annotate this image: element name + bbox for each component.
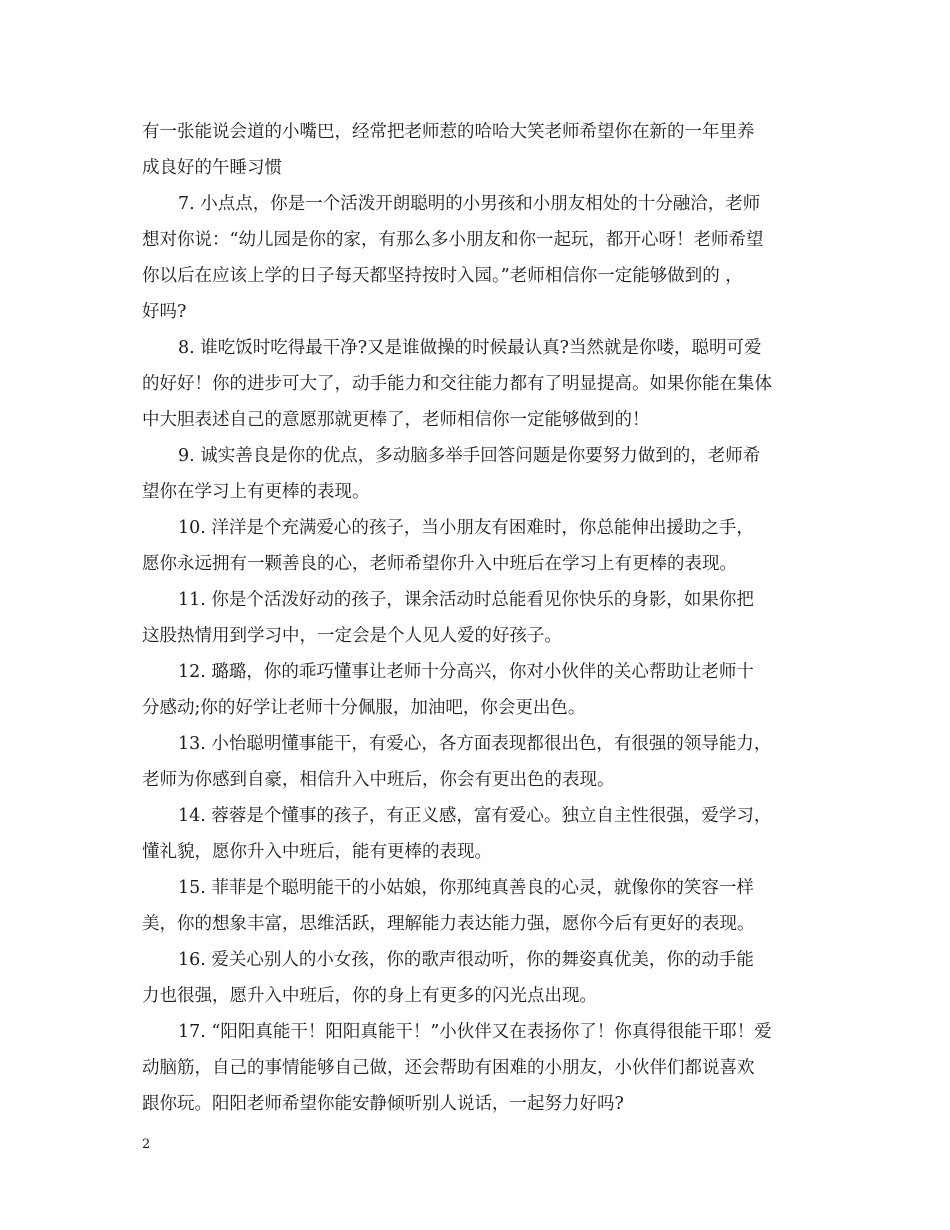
text-line: 10. 洋洋是个充满爱心的孩子，当小朋友有困难时，你总能伸出援助之手， (178, 518, 754, 538)
text-line: 力也很强，愿升入中班后，你的身上有更多的闪光点出现。 (142, 986, 597, 1006)
text-line: 你以后在应该上学的日子每天都坚持按时入园。”老师相信你一定能够做到的 ， (142, 266, 743, 286)
text-line: 14. 蓉蓉是个懂事的孩子，有正义感，富有爱心。独立自主性很强，爱学习， (178, 806, 772, 826)
text-line: 美，你的想象丰富，思维活跃，理解能力表达能力强，愿你今后有更好的表现。 (142, 914, 755, 934)
text-line: 好吗? (142, 302, 187, 322)
text-line: 9. 诚实善良是你的优点，多动脑多举手回答问题是你要努力做到的，老师希 (178, 446, 761, 466)
text-line: 想对你说：“幼儿园是你的家，有那么多小朋友和你一起玩，都开心呀！老师希望 (142, 230, 764, 250)
text-line: 13. 小怡聪明懂事能干，有爱心，各方面表现都很出色，有很强的领导能力， (178, 734, 772, 754)
text-line: 11. 你是个活泼好动的孩子，课余活动时总能看见你快乐的身影，如果你把 (178, 590, 754, 610)
text-line: 愿你永远拥有一颗善良的心，老师希望你升入中班后在学习上有更棒的表现。 (142, 554, 737, 574)
text-line: 老师为你感到自豪，相信升入中班后，你会有更出色的表现。 (142, 770, 615, 790)
text-line: 有一张能说会道的小嘴巴，经常把老师惹的哈哈大笑老师希望你在新的一年里养 (142, 122, 755, 142)
text-line: 这股热情用到学习中，一定会是个人见人爱的好孩子。 (142, 626, 562, 646)
text-line: 7. 小点点，你是一个活泼开朗聪明的小男孩和小朋友相处的十分融洽，老师 (178, 194, 761, 214)
text-line: 8. 谁吃饭时吃得最干净?又是谁做操的时候最认真?当然就是你喽，聪明可爱 (178, 338, 762, 358)
text-line: 16. 爱关心别人的小女孩，你的歌声很动听，你的舞姿真优美，你的动手能 (178, 950, 754, 970)
text-line: 跟你玩。阳阳老师希望你能安静倾听别人说话，一起努力好吗? (142, 1094, 624, 1114)
text-line: 望你在学习上有更棒的表现。 (142, 482, 370, 502)
text-line: 15. 菲菲是个聪明能干的小姑娘，你那纯真善良的心灵，就像你的笑容一样 (178, 878, 754, 898)
text-line: 懂礼貌，愿你升入中班后，能有更棒的表现。 (142, 842, 492, 862)
text-line: 的好好！你的进步可大了，动手能力和交往能力都有了明显提高。如果你能在集体 (142, 374, 772, 394)
text-line: 12. 璐璐，你的乖巧懂事让老师十分高兴，你对小伙伴的关心帮助让老师十 (178, 662, 754, 682)
text-line: 成良好的午睡习惯 (142, 158, 282, 178)
body-text (142, 114, 826, 1122)
page-number: 2 (142, 1137, 151, 1152)
text-line: 动脑筋，自己的事情能够自己做，还会帮助有困难的小朋友，小伙伴们都说喜欢 (142, 1058, 755, 1078)
text-line: 分感动;你的好学让老师十分佩服，加油吧，你会更出色。 (142, 698, 586, 718)
text-line: 17. “阳阳真能干！阳阳真能干！”小伙伴又在表扬你了！你真得很能干耶！爱 (178, 1022, 772, 1042)
text-line: 中大胆表述自己的意愿那就更棒了，老师相信你一定能够做到的！ (142, 410, 650, 430)
